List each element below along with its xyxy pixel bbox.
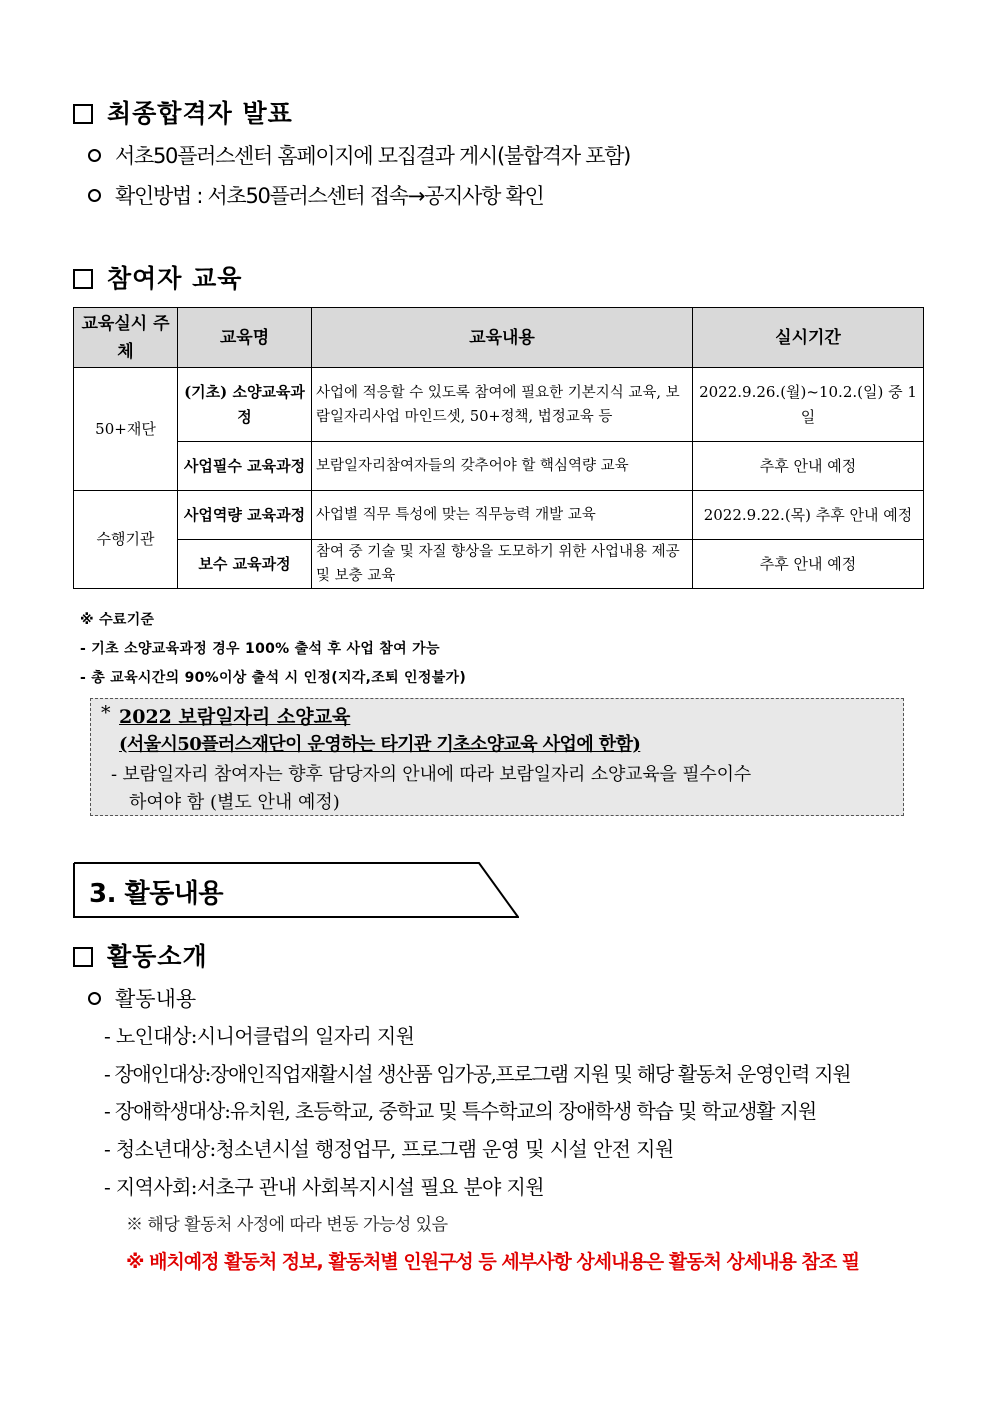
final-results-heading: 최종합격자 발표: [73, 94, 293, 130]
cell-org: 수행기관: [74, 491, 178, 589]
cell-content: 사업에 적응할 수 있도록 참여에 필요한 기본지식 교육, 보람일자리사업 마인드셋, 50+정책, 법정교육 등: [312, 368, 693, 442]
activity-heading: 활동소개: [73, 937, 208, 973]
section-banner: [73, 862, 519, 918]
header-period: 실시기간: [693, 308, 924, 368]
table-row: [74, 491, 924, 540]
cell-content: 참여 중 기술 및 자질 향상을 도모하기 위한 사업내용 제공 및 보충 교육: [312, 540, 693, 589]
notice-title: 2022 보람일자리 소양교육: [119, 706, 351, 728]
completion-criteria-2: - 총 교육시간의 90%이상 출석 시 인정(지각,조퇴 인정불가): [80, 670, 467, 686]
table-row: [74, 442, 924, 491]
circle-bullet-icon: [88, 189, 101, 202]
cell-content: 사업별 직무 특성에 맞는 직무능력 개발 교육: [312, 491, 693, 540]
notice-box: [90, 698, 904, 816]
final-item-1: 서초50플러스센터 홈페이지에 모집결과 게시(불합격자 포함): [88, 140, 630, 170]
education-table: [73, 307, 924, 589]
cell-name: 사업역량 교육과정: [178, 491, 312, 540]
final-item-2: 확인방법 : 서초50플러스센터 접속→공지사항 확인: [88, 180, 543, 210]
education-heading: 참여자 교육: [73, 259, 242, 295]
circle-bullet-icon: [88, 992, 101, 1005]
cell-org: 50+재단: [74, 368, 178, 491]
header-name: 교육명: [178, 308, 312, 368]
completion-criteria-1: - 기초 소양교육과정 경우 100% 출석 후 사업 참여 가능: [80, 641, 440, 657]
cell-period: 추후 안내 예정: [693, 540, 924, 589]
cell-name: (기초) 소양교육과정: [178, 368, 312, 442]
activity-note: ※ 해당 활동처 사정에 따라 변동 가능성 있음: [126, 1215, 448, 1235]
notice-line-1: - 보람일자리 참여자는 향후 담당자의 안내에 따라 보람일자리 소양교육을 필수이수: [111, 764, 751, 785]
notice-star: *: [101, 702, 111, 724]
activity-subheading: 활동내용: [88, 983, 196, 1013]
circle-bullet-icon: [88, 149, 101, 162]
header-org: 교육실시 주체: [74, 308, 178, 368]
cell-name: 사업필수 교육과정: [178, 442, 312, 491]
activity-item: - 지역사회:서초구 관내 사회복지시설 필요 분야 지원: [104, 1175, 544, 1199]
checkbox-square-icon: [73, 947, 93, 967]
cell-content: 보람일자리참여자들의 갖추어야 할 핵심역량 교육: [312, 442, 693, 491]
activity-red-note: ※ 배치예정 활동처 정보, 활동처별 인원구성 등 세부사항 상세내용은 활동처 상세내용 참조 필: [126, 1251, 860, 1273]
notice-line-2: 하여야 함 (별도 안내 예정): [129, 792, 340, 813]
header-content: 교육내용: [312, 308, 693, 368]
cell-period: 2022.9.22.(목) 추후 안내 예정: [693, 491, 924, 540]
cell-period: 추후 안내 예정: [693, 442, 924, 491]
notice-subtitle: (서울시50플러스재단이 운영하는 타기관 기초소양교육 사업에 한함): [119, 734, 641, 755]
cell-period: 2022.9.26.(월)~10.2.(일) 중 1일: [693, 368, 924, 442]
activity-item: - 노인대상:시니어클럽의 일자리 지원: [104, 1024, 415, 1048]
banner-title: 3. 활동내용: [89, 879, 223, 909]
completion-criteria-title: ※ 수료기준: [80, 612, 155, 628]
table-row: [74, 368, 924, 442]
activity-item: - 청소년대상:청소년시설 행정업무, 프로그램 운영 및 시설 안전 지원: [104, 1137, 674, 1161]
table-header-row: [74, 308, 924, 368]
checkbox-square-icon: [73, 104, 93, 124]
checkbox-square-icon: [73, 269, 93, 289]
activity-item: - 장애인대상:장애인직업재활시설 생산품 임가공,프로그램 지원 및 해당 활동처 운영인력 지원: [104, 1062, 851, 1086]
activity-item: - 장애학생대상:유치원, 초등학교, 중학교 및 특수학교의 장애학생 학습 및 학교생활 지원: [104, 1099, 817, 1123]
table-row: [74, 540, 924, 589]
cell-name: 보수 교육과정: [178, 540, 312, 589]
